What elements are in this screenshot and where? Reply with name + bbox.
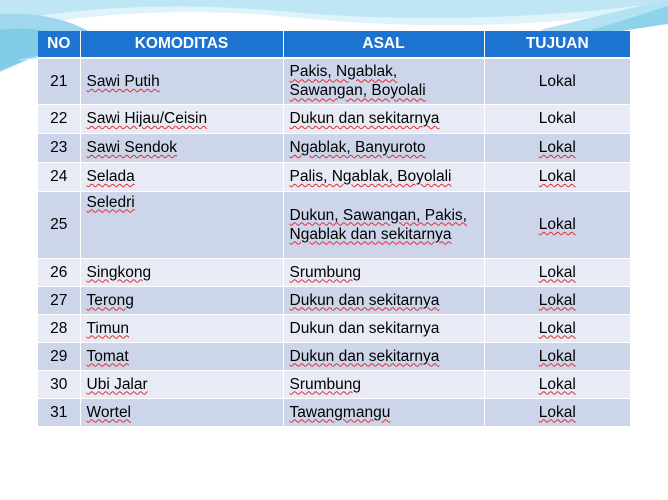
komoditas-text: Ubi Jalar [86,375,148,393]
asal-text: Dukun, Sawangan, Pakis, Ngablak dan sekitarnya [289,206,467,243]
tujuan-text: Lokal [538,403,576,421]
cell-no: 23 [38,133,80,162]
cell-no: 31 [38,398,80,426]
cell-komoditas [80,191,283,258]
cell-no: 28 [38,314,80,342]
table-row [38,370,630,398]
tujuan-text: Lokal [538,139,576,156]
cell-asal [283,258,484,286]
header-komoditas: KOMODITAS [80,31,283,58]
cell-asal [283,370,484,398]
table-row [38,133,630,162]
cell-asal [283,104,484,133]
tujuan-text: Lokal [538,72,576,90]
cell-no: 26 [38,258,80,286]
header-tujuan: TUJUAN [484,31,630,58]
asal-text: Pakis, Ngablak, Sawangan, Boyolali [289,63,426,100]
cell-no: 24 [38,162,80,191]
asal-text: Dukun dan sekitarnya [289,291,440,309]
header-asal: ASAL [283,31,484,58]
cell-komoditas [80,258,283,286]
table-row [38,258,630,286]
komoditas-text: Wortel [86,403,132,421]
table-row [38,58,630,104]
komoditas-text: Selada [86,168,135,185]
tujuan-text: Lokal [538,291,576,309]
cell-no: 25 [38,191,80,258]
komoditas-text: Singkong [86,263,152,281]
komoditas-text: Sawi Hijau/Ceisin [86,110,208,127]
table-row [38,398,630,426]
cell-komoditas [80,342,283,370]
cell-tujuan [484,133,630,162]
tujuan-text: Lokal [538,319,576,337]
table-row [38,191,630,258]
cell-asal [283,286,484,314]
asal-text: Palis, Ngablak, Boyolali [289,168,452,185]
table-header-row [38,31,630,58]
table-row [38,286,630,314]
cell-komoditas [80,162,283,191]
asal-text: Srumbung [289,263,362,281]
table-row [38,342,630,370]
cell-tujuan [484,286,630,314]
komoditas-text: Sawi Sendok [86,139,177,156]
cell-komoditas [80,398,283,426]
commodity-table [38,31,630,427]
cell-tujuan [484,258,630,286]
cell-komoditas [80,286,283,314]
asal-text: Tawangmangu [289,403,391,421]
cell-no: 27 [38,286,80,314]
asal-text: Dukun dan sekitarnya [289,347,440,365]
cell-tujuan [484,191,630,258]
cell-asal [283,398,484,426]
cell-no: 22 [38,104,80,133]
tujuan-text: Lokal [538,216,576,233]
cell-tujuan [484,370,630,398]
cell-asal [283,58,484,104]
cell-komoditas [80,133,283,162]
cell-komoditas [80,58,283,104]
cell-tujuan [484,342,630,370]
asal-text: Srumbung [289,375,362,393]
cell-no: 30 [38,370,80,398]
cell-asal [283,191,484,258]
komoditas-text: Terong [86,291,134,309]
tujuan-text: Lokal [538,168,576,185]
cell-komoditas [80,314,283,342]
tujuan-text: Lokal [538,110,576,127]
asal-text: Dukun dan sekitarnya [289,110,440,127]
tujuan-text: Lokal [538,375,576,393]
table-row [38,162,630,191]
cell-no: 29 [38,342,80,370]
asal-text: Dukun dan sekitarnya [289,319,440,337]
komoditas-text: Sawi Putih [86,72,160,90]
cell-tujuan [484,398,630,426]
komoditas-text: Tomat [86,347,129,365]
cell-no: 21 [38,58,80,104]
komoditas-text: Timun [86,319,129,337]
table-row [38,314,630,342]
cell-asal [283,162,484,191]
tujuan-text: Lokal [538,347,576,365]
cell-asal [283,342,484,370]
header-no: NO [38,31,80,58]
cell-tujuan [484,162,630,191]
komoditas-text: Seledri [86,193,135,211]
cell-tujuan [484,104,630,133]
cell-komoditas [80,104,283,133]
cell-asal [283,314,484,342]
asal-text: Ngablak, Banyuroto [289,139,426,156]
cell-tujuan [484,58,630,104]
tujuan-text: Lokal [538,263,576,281]
cell-komoditas [80,370,283,398]
table-row [38,104,630,133]
cell-tujuan [484,314,630,342]
cell-asal [283,133,484,162]
